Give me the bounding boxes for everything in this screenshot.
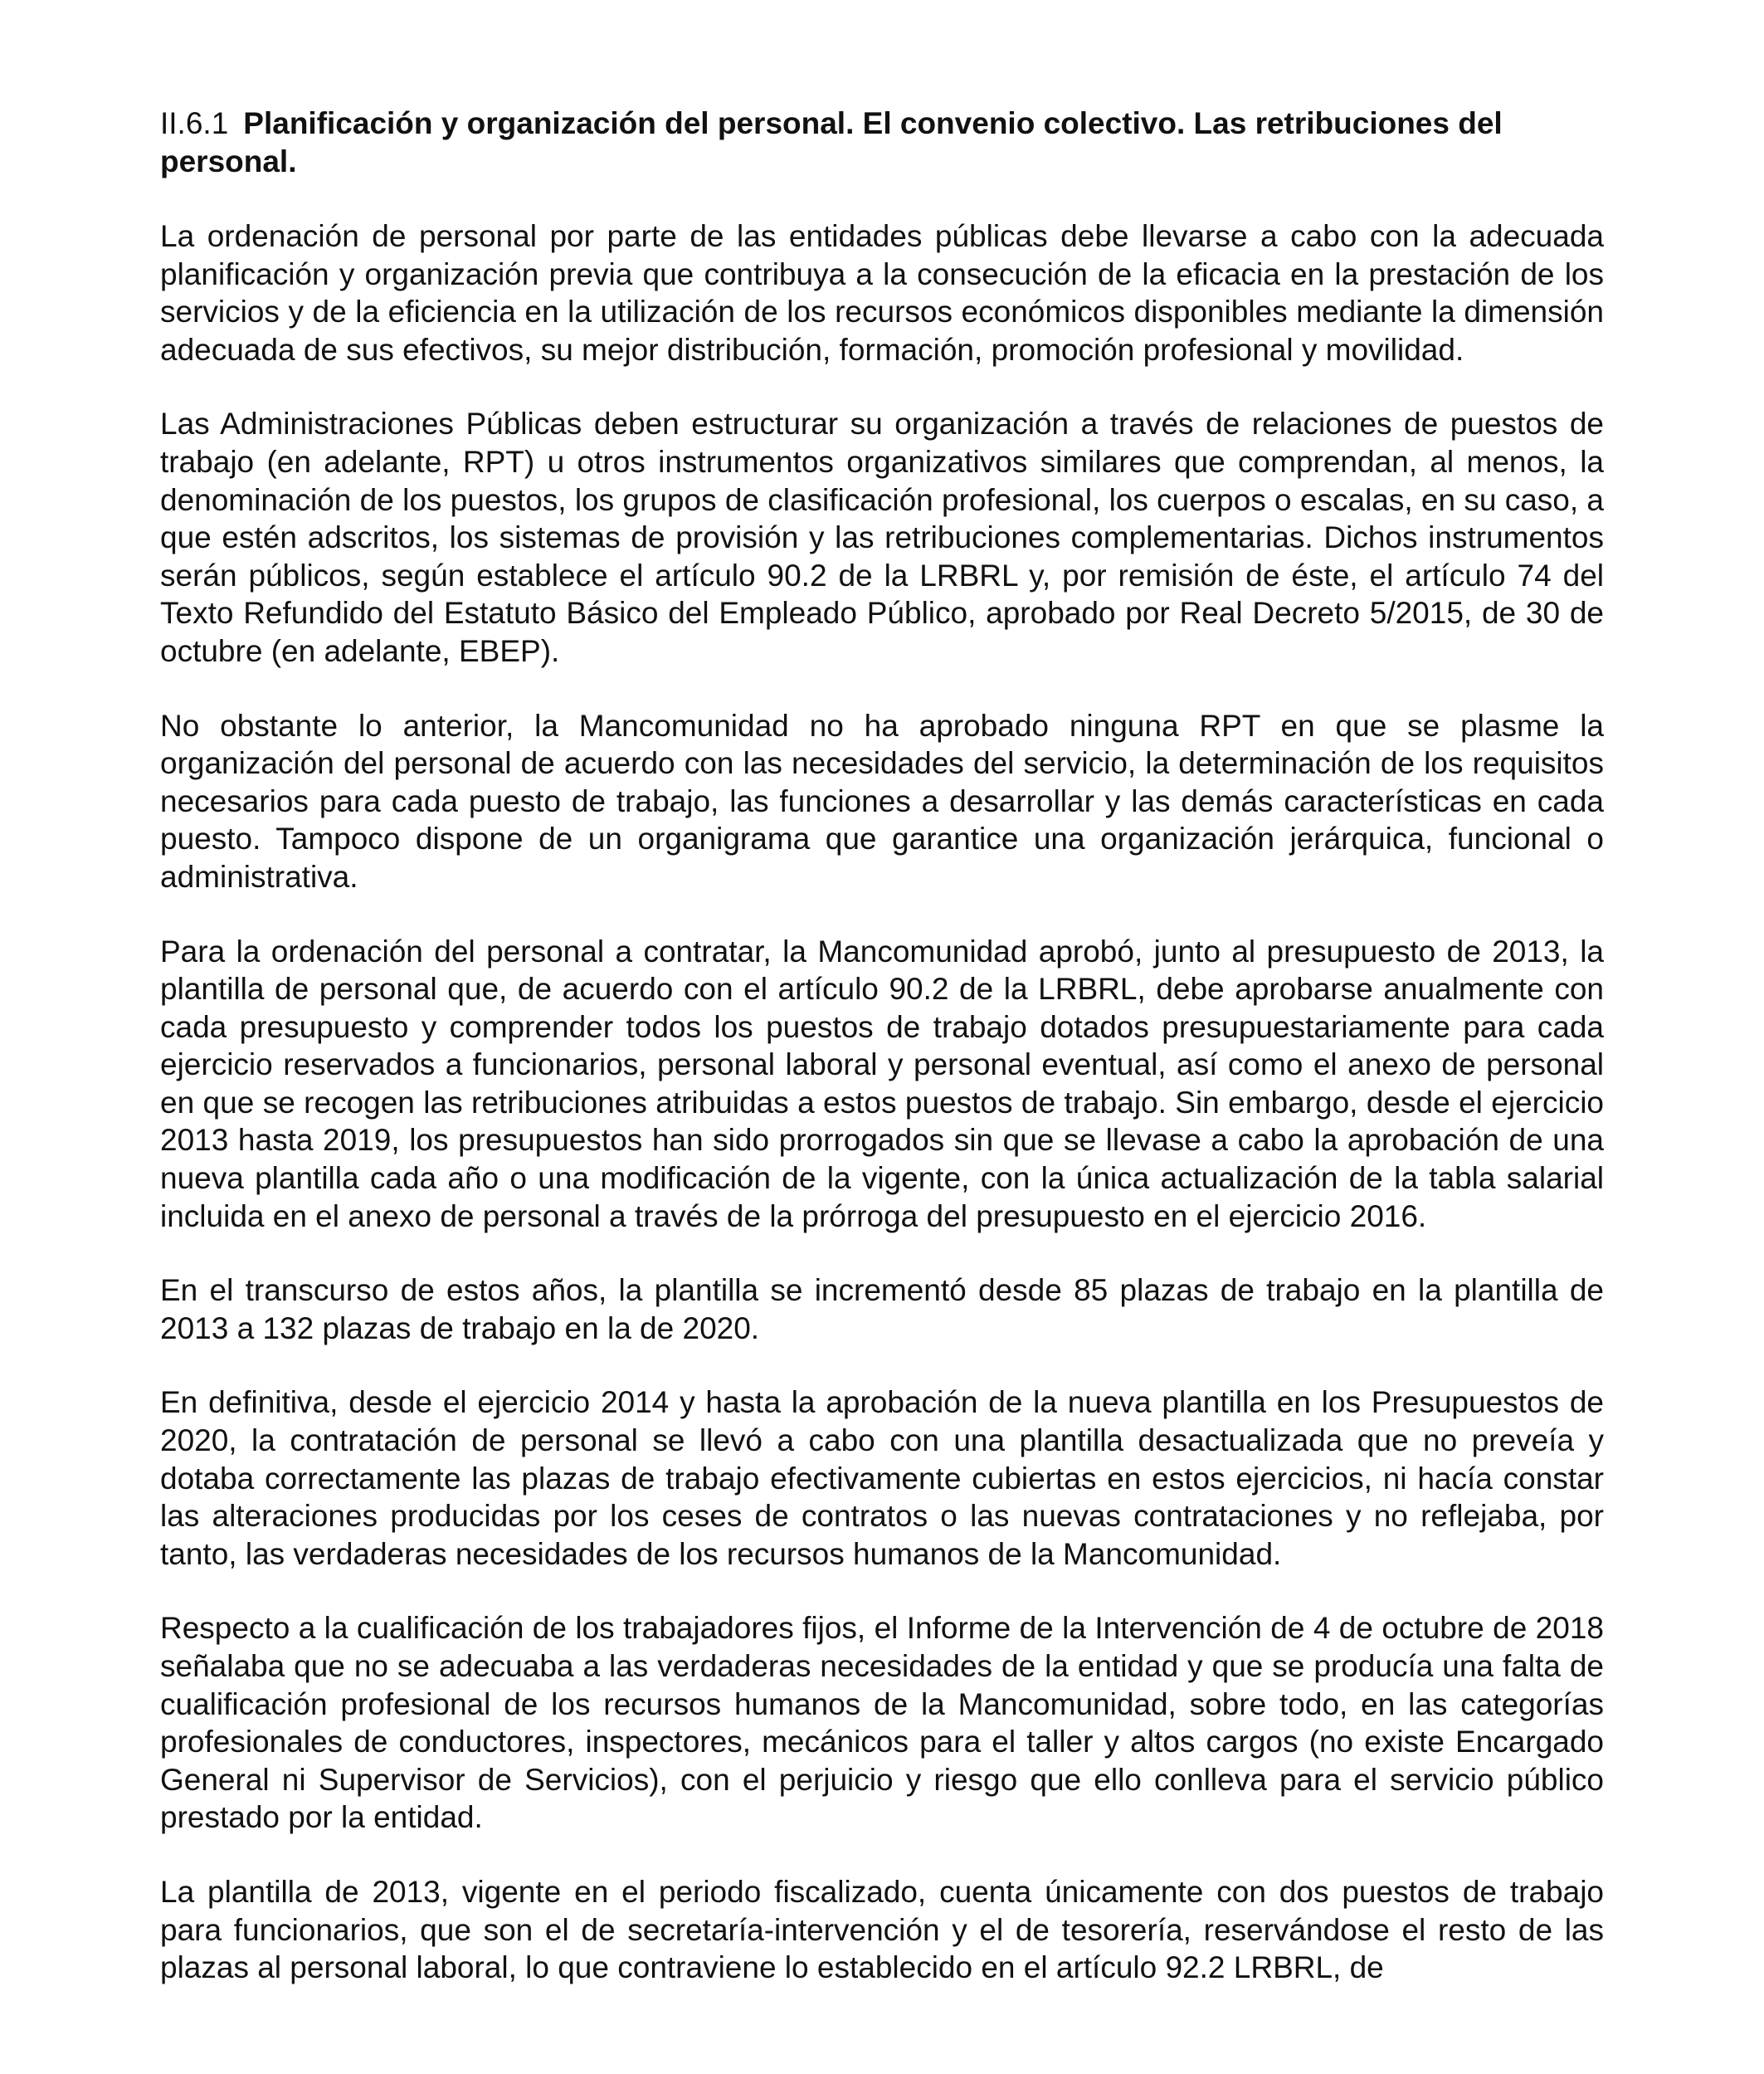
paragraph-6: En definitiva, desde el ejercicio 2014 y hasta la aprobación de la nueva plantilla en los Presupuestos de 2020, la contratación de personal se llevó a cabo con una plantilla desactualizada que no preveía y dotaba correctamente las plazas de trabajo efectivamente cubiertas en estos ejercicios, ni hacía constar las alteraciones producidas por los ceses de contratos o las nuevas contrataciones y no reflejaba, por tanto, las verdaderas necesidades de los recursos humanos de la Mancomunidad. xyxy=(160,1385,1604,1571)
paragraph-8: La plantilla de 2013, vigente en el periodo fiscalizado, cuenta únicamente con dos puestos de trabajo para funcionarios, que son el de secretaría-intervención y el de tesorería, reservándose el resto de las plazas al personal laboral, lo que contraviene lo establecido en el artículo 92.2 LRBRL, de xyxy=(160,1874,1604,1985)
paragraph-4: Para la ordenación del personal a contratar, la Mancomunidad aprobó, junto al presupuesto de 2013, la plantilla de personal que, de acuerdo con el artículo 90.2 de la LRBRL, debe aprobarse anualmente con cada presupuesto y comprender todos los puestos de trabajo dotados presupuestariamente para cada ejercicio reservados a funcionarios, personal laboral y personal eventual, así como el anexo de personal en que se recogen las retribuciones atribuidas a estos puestos de trabajo. Sin embargo, desde el ejercicio 2013 hasta 2019, los presupuestos han sido prorrogados sin que se llevase a cabo la aprobación de una nueva plantilla cada año o una modificación de la vigente, con la única actualización de la tabla salarial incluida en el anexo de personal a través de la prórroga del presupuesto en el ejercicio 2016. xyxy=(160,934,1604,1233)
document-page xyxy=(160,105,1604,2023)
section-number: II.6.1 xyxy=(160,106,229,140)
paragraph-3: No obstante lo anterior, la Mancomunidad no ha aprobado ninguna RPT en que se plasme la organización del personal de acuerdo con las necesidades del servicio, la determinación de los requisitos necesarios para cada puesto de trabajo, las funciones a desarrollar y las demás características en cada puesto. Tampoco dispone de un organigrama que garantice una organización jerárquica, funcional o administrativa. xyxy=(160,708,1604,894)
paragraph-7: Respecto a la cualificación de los trabajadores fijos, el Informe de la Intervención de 4 de octubre de 2018 señalaba que no se adecuaba a las verdaderas necesidades de la entidad y que se producía una falta de cualificación profesional de los recursos humanos de la Mancomunidad, sobre todo, en las categorías profesionales de conductores, inspectores, mecánicos para el taller y altos cargos (no existe Encargado General ni Supervisor de Servicios), con el perjuicio y riesgo que ello conlleva para el servicio público prestado por la entidad. xyxy=(160,1611,1604,1835)
section-heading xyxy=(160,105,1604,181)
section-title: Planificación y organización del personal. El convenio colectivo. Las retribuciones del personal. xyxy=(160,106,1503,178)
paragraph-2: Las Administraciones Públicas deben estructurar su organización a través de relaciones de puestos de trabajo (en adelante, RPT) u otros instrumentos organizativos similares que comprendan, al menos, la denominación de los puestos, los grupos de clasificación profesional, los cuerpos o escalas, en su caso, a que estén adscritos, los sistemas de provisión y las retribuciones complementarias. Dichos instrumentos serán públicos, según establece el artículo 90.2 de la LRBRL y, por remisión de éste, el artículo 74 del Texto Refundido del Estatuto Básico del Empleado Público, aprobado por Real Decreto 5/2015, de 30 de octubre (en adelante, EBEP). xyxy=(160,407,1605,668)
paragraph-5: En el transcurso de estos años, la plantilla se incrementó desde 85 plazas de trabajo en la plantilla de 2013 a 132 plazas de trabajo en la de 2020. xyxy=(160,1273,1604,1345)
paragraph-1: La ordenación de personal por parte de las entidades públicas debe llevarse a cabo con la adecuada planificación y organización previa que contribuya a la consecución de la eficacia en la prestación de los servicios y de la eficiencia en la utilización de los recursos económicos disponibles mediante la dimensión adecuada de sus efectivos, su mejor distribución, formación, promoción profesional y movilidad. xyxy=(160,219,1604,367)
